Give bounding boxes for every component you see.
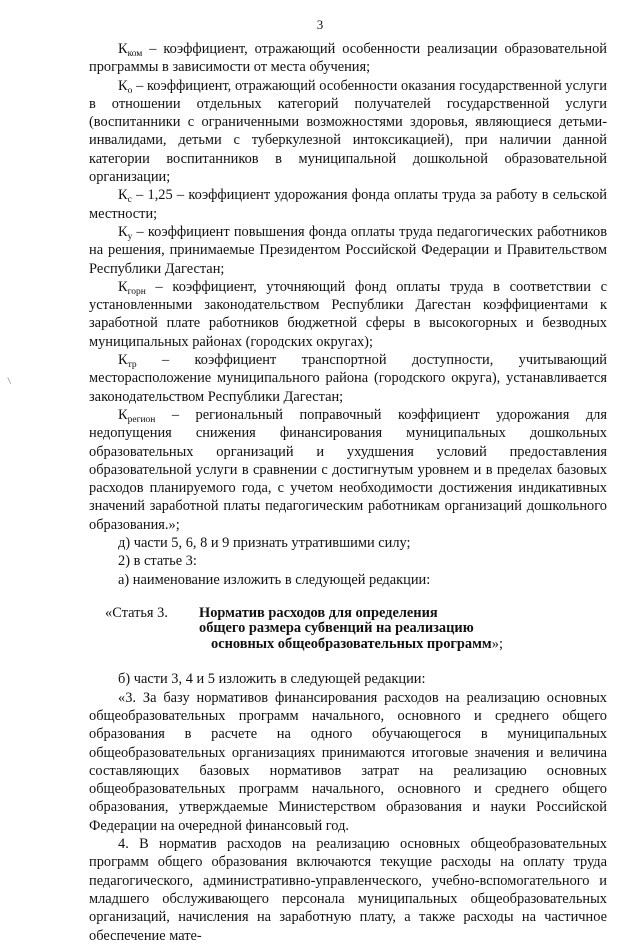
coef-text: – коэффициент повышения фонда оплаты труда педагогических работников на решения, принимаемые Президентом Российской Федерации и Правительством Республики Дагестан; bbox=[89, 223, 607, 277]
paragraph-ktr bbox=[89, 351, 607, 406]
paragraph-kregion bbox=[89, 406, 607, 534]
paragraph-ky bbox=[89, 223, 607, 278]
coef-subscript: тр bbox=[127, 360, 137, 371]
coef-symbol: К bbox=[118, 41, 128, 57]
paragraph-part-3: «3. За базу нормативов финансирования расходов на реализацию основных общеобразовательных программ начального, основного и среднего общего образования в расчете на одного обучающегося в муниципальных общеобразовательных организациях принимаются итоговые значения и величина составляющих базовых нормативов затрат на реализацию основных общеобразовательных программ начального, основного и среднего общего образования, утверждаемые Министерством образования и науки Российской Федерации на очередной финансовый год. bbox=[89, 689, 607, 834]
paragraph-kgorn bbox=[89, 278, 607, 351]
coef-text: – коэффициент, отражающий особенности оказания государственной услуги в отношении отдельных категорий получателей государственной услуги (воспитанники с ограниченными возможностями здоровья, являющиеся детьми-инвалидами, детьми с туберкулезной интоксикацией), при наличии данной категории воспитанников в муниципальной дошкольной образовательной организации; bbox=[89, 77, 607, 186]
article-heading bbox=[89, 606, 607, 653]
margin-mark: \ bbox=[7, 375, 12, 388]
coef-text: – коэффициент транспортной доступности, учитывающий месторасположение муниципального района (городского округа), устанавливается законодательством Республики Дагестан; bbox=[89, 352, 607, 405]
paragraph-ko bbox=[89, 77, 607, 187]
document-body bbox=[89, 40, 607, 945]
coef-subscript: о bbox=[127, 85, 133, 96]
article-title-line-1: Норматив расходов для определения bbox=[199, 604, 438, 621]
coef-symbol: К bbox=[118, 223, 128, 240]
coef-text: – коэффициент, отражающий особенности реализации образовательной программы в зависимости от места обучения; bbox=[89, 41, 607, 76]
coef-subscript: горн bbox=[127, 286, 146, 297]
coef-subscript: с bbox=[127, 195, 132, 206]
paragraph-kkom bbox=[89, 40, 607, 77]
coef-symbol: К bbox=[118, 406, 128, 423]
paragraph-kc bbox=[89, 186, 607, 223]
article-title-tail: »; bbox=[491, 635, 503, 652]
article-label: «Статья 3. bbox=[105, 604, 168, 621]
coef-symbol: К bbox=[118, 187, 128, 204]
coef-symbol: К bbox=[118, 352, 128, 369]
item-b: б) части 3, 4 и 5 изложить в следующей редакции: bbox=[118, 671, 426, 688]
item-2: 2) в статье 3: bbox=[118, 553, 197, 570]
coef-subscript: у bbox=[127, 231, 133, 242]
coef-text: – 1,25 – коэффициент удорожания фонда оплаты труда за работу в сельской местности; bbox=[89, 187, 607, 222]
coef-text: – коэффициент, уточняющий фонд оплаты труда в соответствии с установленными законодательством Республики Дагестан коэффициентами к заработной плате работников бюджетной сферы в высокогорных и безводных муниципальных районах (городских округах); bbox=[89, 278, 607, 350]
coef-symbol: К bbox=[118, 278, 128, 295]
article-title-line-3: основных общеобразовательных программ bbox=[211, 635, 492, 652]
item-d: д) части 5, 6, 8 и 9 признать утратившими силу; bbox=[118, 535, 411, 552]
page-number: 3 bbox=[316, 17, 324, 32]
article-title-line-2: общего размера субвенций на реализацию bbox=[199, 620, 474, 637]
item-a: а) наименование изложить в следующей редакции: bbox=[118, 571, 431, 588]
paragraph-part-4: 4. В норматив расходов на реализацию основных общеобразовательных программ общего образования включаются текущие расходы на оплату труда педагогического, административно-управленческого, учебно-вспомогательного и младшего обслуживающего персонала муниципальных общеобразовательных организаций, начисления на заработную плату, а также расходы на частичное обеспечение мате- bbox=[89, 836, 607, 944]
coef-symbol: К bbox=[118, 77, 128, 94]
coef-text: – региональный поправочный коэффициент удорожания для недопущения снижения финансирования муниципальных дошкольных образовательных организаций и ухудшения условий предоставления образовательной услуги в сравнении с достигнутым уровнем и в пределах базовых расходов планируемого года, с учетом необходимости достижения индикативных значений заработной платы педагогическим работникам организаций дошкольного образования.»; bbox=[89, 406, 607, 533]
coef-subscript: ком bbox=[127, 49, 143, 59]
coef-subscript: регион bbox=[127, 414, 156, 425]
